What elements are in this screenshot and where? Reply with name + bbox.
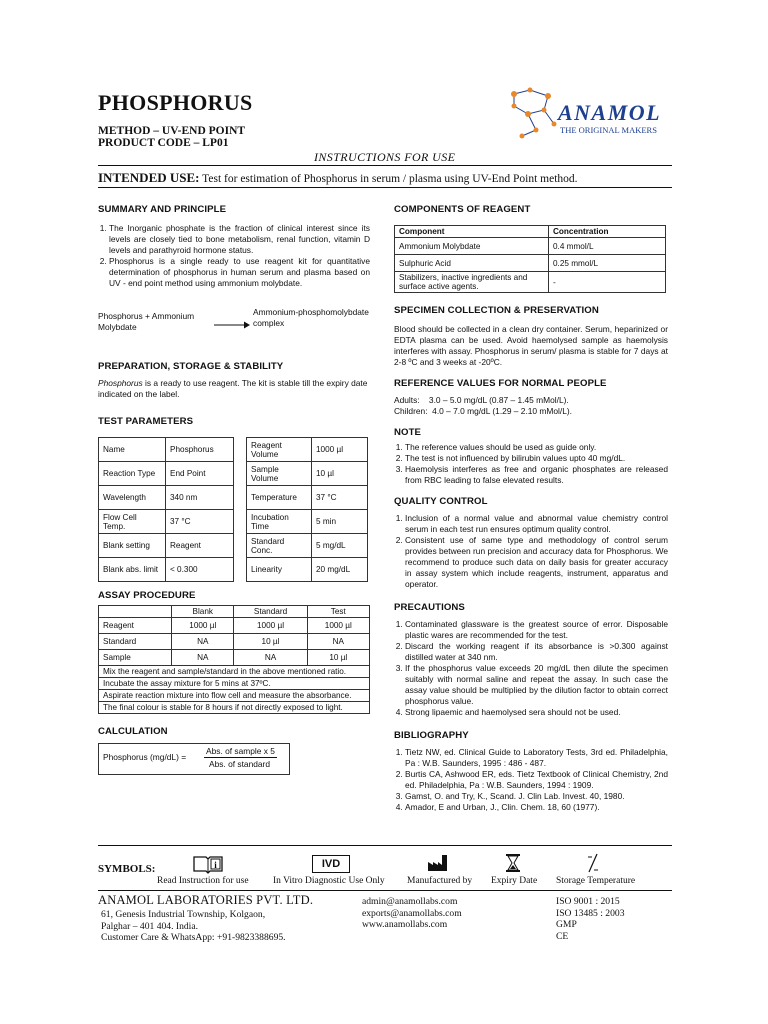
table-cell: 340 nm — [166, 486, 234, 510]
certification: ISO 9001 : 2015 — [556, 896, 620, 907]
symbol-label: In Vitro Diagnostic Use Only — [273, 876, 385, 886]
table-cell: 10 µl — [234, 634, 307, 650]
test-parameters-heading: TEST PARAMETERS — [98, 416, 194, 427]
table-row — [99, 690, 370, 702]
table-cell: 0.4 mmol/L — [549, 238, 666, 255]
preparation-heading: PREPARATION, STORAGE & STABILITY — [98, 361, 284, 372]
list-item: 1. Tietz NW, ed. Clinical Guide to Laboratory Tests, 3rd ed. Philadelphia, Pa : W.B. Saunders, 1995 : 486 - 487. — [405, 747, 668, 769]
table-row — [247, 510, 368, 534]
specimen-heading: SPECIMEN COLLECTION & PRESERVATION — [394, 305, 599, 316]
note-heading: NOTE — [394, 427, 422, 438]
table-cell: Reagent — [99, 618, 172, 634]
list-item: 2. Phosphorus is a single ready to use reagent kit for quantitative determination of phosphorus in human serum and plasma based on UV - end point method using ammonium molybdate. — [109, 256, 370, 289]
quality-list — [394, 513, 668, 590]
table-cell: 37 °C — [166, 510, 234, 534]
assay-note: Incubate the assay mixture for 5 mins at 37ºC. — [99, 678, 370, 690]
logo-name: ANAMOL — [558, 100, 662, 125]
ivd-icon: IVD — [312, 855, 350, 873]
column-header: Standard — [234, 606, 307, 618]
company-logo — [492, 86, 672, 142]
table-row — [99, 678, 370, 690]
table-cell: Phosphorus — [166, 438, 234, 462]
table-row — [395, 238, 666, 255]
method-line: METHOD – UV-END POINT — [98, 125, 246, 137]
reaction-equation — [98, 307, 370, 341]
document-title: PHOSPHORUS — [98, 90, 253, 115]
table-cell: 1000 µl — [234, 618, 307, 634]
list-item: 2. Discard the working reagent if its absorbance is >0.300 against distilled water at 340 nm. — [405, 641, 668, 663]
table-cell: Standard — [99, 634, 172, 650]
logo-tagline: THE ORIGINAL MAKERS — [560, 125, 657, 135]
table-cell: Reaction Type — [99, 462, 166, 486]
components-heading: COMPONENTS OF REAGENT — [394, 204, 531, 215]
table-row — [99, 666, 370, 678]
table-row — [99, 618, 370, 634]
list-item: 3. Haemolysis interferes as free and organic phosphates are released from RBC leading to false elevated results. — [405, 464, 668, 486]
list-item: 1. The Inorganic phosphate is the fraction of clinical interest since its levels are closely tied to bone metabolism, renal function, vitamin D levels and parathyroid hormone status. — [109, 223, 370, 256]
table-cell: 5 min — [312, 510, 368, 534]
list-item: 1. Contaminated glassware is the greatest source of error. Disposable plastic wares are recommended for the test. — [405, 619, 668, 641]
column-header: Test — [307, 606, 369, 618]
summary-list — [98, 223, 370, 289]
list-item: 2. Consistent use of same type and methodology of control serum provides between run precision and accuracy data for Phosphorus. We recommend to produce such data on daily basis for greater accuracy in assay system which include reagents, instrument, apparatus and operator. — [405, 535, 668, 590]
email-link[interactable]: exports@anamollabs.com — [362, 907, 462, 919]
list-item: 2. The test is not influenced by bilirubin values upto 40 mg/dL. — [405, 453, 668, 464]
column-header — [99, 606, 172, 618]
assay-table — [98, 605, 370, 714]
calculation-denominator: Abs. of standard — [209, 759, 270, 769]
table-cell: NA — [307, 634, 369, 650]
table-cell: Standard Conc. — [247, 534, 312, 558]
instructions-heading: INSTRUCTIONS FOR USE — [314, 150, 456, 164]
table-cell: Linearity — [247, 558, 312, 582]
preparation-body: is a ready to use reagent. The kit is stable till the expiry date indicated on the label. — [98, 378, 368, 399]
test-parameters-right-table — [246, 437, 368, 582]
test-parameters-tables — [98, 437, 370, 582]
table-cell: Name — [99, 438, 166, 462]
table-cell: NA — [172, 650, 234, 666]
certification: ISO 13485 : 2003 — [556, 907, 625, 919]
table-cell: Flow Cell Temp. — [99, 510, 166, 534]
bibliography-heading: BIBLIOGRAPHY — [394, 730, 469, 741]
table-cell: < 0.300 — [166, 558, 234, 582]
table-cell: Sulphuric Acid — [395, 255, 549, 272]
reaction-product: Ammonium-phosphomolybdate complex — [253, 307, 369, 328]
list-item: 3. Gamst, O. and Try, K., Scand. J. Clin Lab. Invest. 40, 1980. — [405, 791, 668, 802]
certification: CE — [556, 930, 569, 942]
divider — [98, 165, 672, 166]
customer-care: Customer Care & WhatsApp: +91-9823388695. — [101, 932, 286, 943]
divider — [98, 187, 672, 188]
reference-adults: Adults: 3.0 – 5.0 mg/dL (0.87 – 1.45 mMol/L). — [394, 395, 569, 405]
table-cell: Temperature — [247, 486, 312, 510]
table-row — [99, 558, 234, 582]
assay-heading: ASSAY PROCEDURE — [98, 590, 196, 601]
table-row — [395, 272, 666, 293]
table-row — [99, 534, 234, 558]
table-cell: Ammonium Molybdate — [395, 238, 549, 255]
divider — [98, 890, 672, 891]
footer-company: ANAMOL LABORATORIES PVT. LTD. — [98, 893, 314, 907]
list-item: 2. Burtis CA, Ashwood ER, eds. Tietz Textbook of Clinical Chemistry, 2nd ed. Philadelphia, Pa : W.B. Saunders, 1994 : 1909. — [405, 769, 668, 791]
intended-use — [98, 170, 578, 186]
table-row — [247, 534, 368, 558]
column-header: Component — [395, 226, 549, 238]
table-row — [99, 438, 234, 462]
email-link[interactable]: admin@anamollabs.com — [362, 896, 458, 907]
preparation-em: Phosphorus — [98, 378, 143, 388]
assay-note: Aspirate reaction mixture into flow cell and measure the absorbance. — [99, 690, 370, 702]
table-cell: Blank abs. limit — [99, 558, 166, 582]
footer-contact — [362, 896, 462, 931]
test-parameters-left-table — [98, 437, 234, 582]
table-cell: 1000 µl — [307, 618, 369, 634]
table-row — [99, 650, 370, 666]
table-row — [99, 462, 234, 486]
table-cell: 10 µl — [307, 650, 369, 666]
table-row — [247, 558, 368, 582]
table-cell: 5 mg/dL — [312, 534, 368, 558]
right-column — [394, 204, 668, 813]
components-table — [394, 225, 666, 293]
precautions-heading: PRECAUTIONS — [394, 602, 465, 613]
website-link[interactable]: www.anamollabs.com — [362, 919, 448, 930]
svg-text:i: i — [214, 860, 217, 870]
list-item: 3. If the phosphorus value exceeds 20 mg/dL then dilute the specimen suitably with normal saline and repeat the assay. In such case the assay value should be multiplied by the dilution factor to obtain correct phosphorus value. — [405, 663, 668, 707]
summary-heading: SUMMARY AND PRINCIPLE — [98, 204, 227, 215]
factory-icon — [427, 854, 449, 872]
book-info-icon — [192, 854, 224, 874]
specimen-text: Blood should be collected in a clean dry container. Serum, heparinized or EDTA plasma can be used. Avoid haemolysed sample as haemolysis interferes with assay. Phosphorus in serum/ plasma is stable for 7 days at 2-8 ºC and 3 weeks at -20ºC. — [394, 324, 668, 367]
preparation-text — [98, 378, 370, 400]
calculation-lhs: Phosphorus (mg/dL) = — [103, 752, 187, 762]
table-row — [99, 486, 234, 510]
assay-note: Mix the reagent and sample/standard in the above mentioned ratio. — [99, 666, 370, 678]
list-item: 4. Strong lipaemic and haemolysed sera should not be used. — [405, 707, 668, 718]
quality-heading: QUALITY CONTROL — [394, 496, 488, 507]
arrow-right-icon — [214, 320, 250, 330]
certification: GMP — [556, 919, 577, 930]
table-cell: 20 mg/dL — [312, 558, 368, 582]
symbol-label: Read Instruction for use — [157, 876, 249, 886]
table-cell: Incubation Time — [247, 510, 312, 534]
note-list — [394, 442, 668, 486]
table-cell: Reagent Volume — [247, 438, 312, 462]
symbol-label: Expiry Date — [491, 876, 538, 886]
reference-heading: REFERENCE VALUES FOR NORMAL PEOPLE — [394, 378, 607, 389]
symbols-label: SYMBOLS: — [98, 863, 156, 875]
table-row — [247, 438, 368, 462]
calculation-box — [98, 743, 290, 775]
table-cell: Sample — [99, 650, 172, 666]
table-row — [99, 510, 234, 534]
table-cell: Sample Volume — [247, 462, 312, 486]
address-line: 61, Genesis Industrial Township, Kolgaon, — [101, 909, 266, 920]
table-cell: 1000 µl — [312, 438, 368, 462]
list-item: 4. Amador, E and Urban, J., Clin. Chem. 18, 60 (1977). — [405, 802, 668, 813]
column-header: Blank — [172, 606, 234, 618]
thermometer-icon — [586, 852, 600, 874]
list-item: 1. Inclusion of a normal value and abnormal value chemistry control serum in each test run ensures optimum quality control. — [405, 513, 668, 535]
column-header: Concentration — [549, 226, 666, 238]
reference-children: Children: 4.0 – 7.0 mg/dL (1.29 – 2.10 mMol/L). — [394, 406, 572, 416]
table-cell: 0.25 mmol/L — [549, 255, 666, 272]
hourglass-icon — [505, 853, 521, 873]
table-cell: NA — [172, 634, 234, 650]
table-row — [99, 702, 370, 714]
table-cell: Blank setting — [99, 534, 166, 558]
calculation-heading: CALCULATION — [98, 726, 168, 737]
list-item: 1. The reference values should be used as guide only. — [405, 442, 668, 453]
divider — [98, 845, 672, 846]
product-code: PRODUCT CODE – LP01 — [98, 137, 229, 149]
table-cell: Wavelength — [99, 486, 166, 510]
table-cell: 10 µl — [312, 462, 368, 486]
table-row — [247, 462, 368, 486]
calculation-numerator: Abs. of sample x 5 — [206, 746, 275, 756]
table-cell: 37 °C — [312, 486, 368, 510]
table-row — [99, 634, 370, 650]
symbol-label: Manufactured by — [407, 876, 473, 886]
symbol-label: Storage Temperature — [556, 876, 636, 886]
footer-certifications — [556, 896, 625, 942]
table-row — [395, 255, 666, 272]
table-cell: Reagent — [166, 534, 234, 558]
table-cell: - — [549, 272, 666, 293]
left-column — [98, 204, 370, 775]
assay-note: The final colour is stable for 8 hours if not directly exposed to light. — [99, 702, 370, 714]
precautions-list — [394, 619, 668, 718]
table-cell: NA — [234, 650, 307, 666]
intended-text: Test for estimation of Phosphorus in serum / plasma using UV-End Point method. — [202, 173, 578, 185]
bibliography-list — [394, 747, 668, 813]
table-row — [247, 486, 368, 510]
table-cell: Stabilizers, inactive ingredients and surface active agents. — [395, 272, 549, 293]
intended-label: INTENDED USE: — [98, 170, 200, 185]
reaction-reactants: Phosphorus + Ammonium Molybdate — [98, 311, 195, 332]
footer-address — [101, 909, 286, 944]
table-cell: 1000 µl — [172, 618, 234, 634]
table-cell: End Point — [166, 462, 234, 486]
address-line: Palghar – 401 404. India. — [101, 920, 198, 932]
